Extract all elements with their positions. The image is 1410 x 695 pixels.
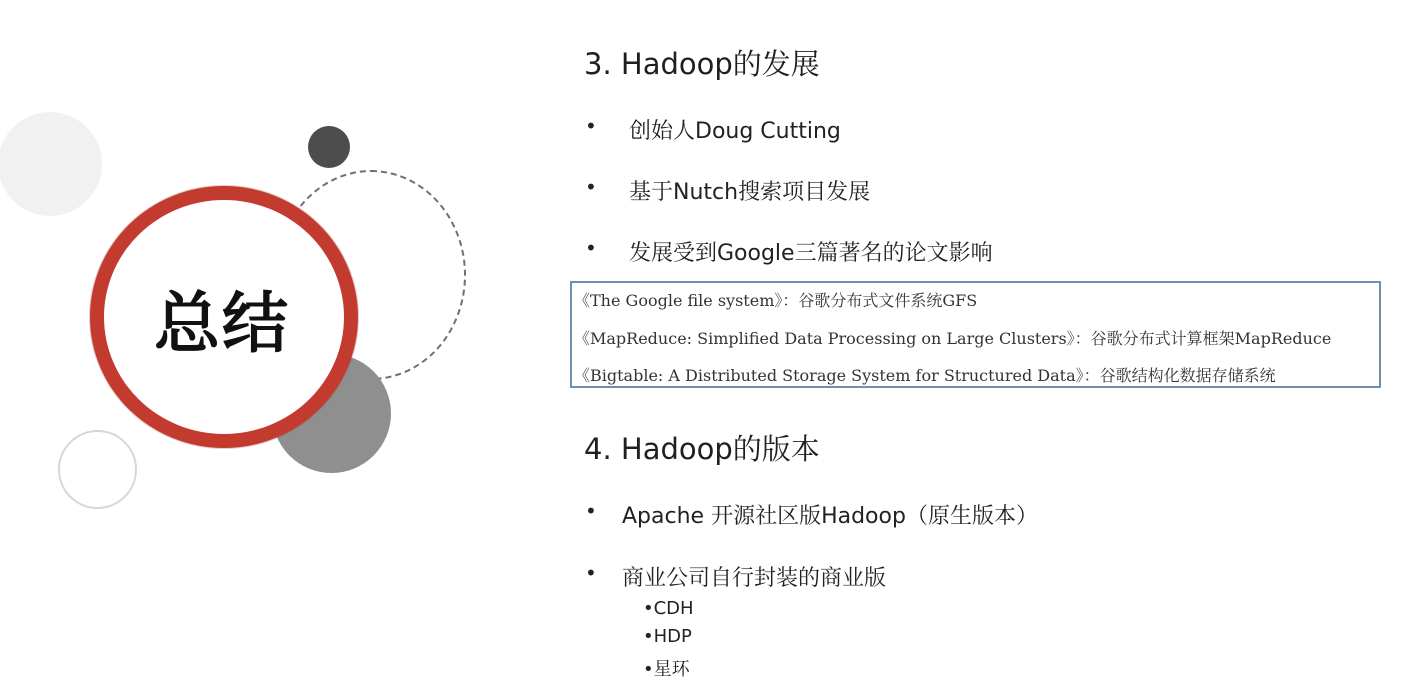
sub-list-item: •CDH [643, 598, 694, 619]
list-item-text: Apache 开源社区版Hadoop（原生版本） [622, 504, 1038, 529]
decorative-circle-light [0, 112, 102, 216]
sub-list-item: •HDP [643, 626, 692, 647]
section-3-heading: 3. Hadoop的发展 [584, 47, 820, 81]
bullet-icon: • [585, 236, 597, 260]
list-item-text: 创始人Doug Cutting [629, 119, 841, 144]
sub-list-item: •星环 [643, 659, 690, 680]
section-4-heading: 4. Hadoop的版本 [584, 432, 820, 466]
list-item-text: 发展受到Google三篇著名的论文影响 [629, 241, 993, 266]
paper-line: 《The Google file system》：谷歌分布式文件系统GFS [574, 291, 978, 310]
bullet-icon: • [585, 175, 597, 199]
list-item-text: 基于Nutch搜索项目发展 [629, 180, 871, 205]
slide-title: 总结 [154, 284, 290, 362]
papers-box [570, 281, 1381, 388]
list-item-text: 商业公司自行封装的商业版 [622, 566, 887, 591]
paper-line: 《MapReduce: Simplified Data Processing on Large Clusters》：谷歌分布式计算框架MapReduce [574, 329, 1332, 348]
paper-line: 《Bigtable: A Distributed Storage System for Structured Data》：谷歌结构化数据存储系统 [574, 366, 1276, 385]
decorative-circle-outline [58, 430, 137, 509]
bullet-icon: • [585, 114, 597, 138]
title-ring [90, 186, 358, 448]
bullet-icon: • [585, 499, 597, 523]
decorative-circle-dark [308, 126, 350, 168]
bullet-icon: • [585, 561, 597, 585]
